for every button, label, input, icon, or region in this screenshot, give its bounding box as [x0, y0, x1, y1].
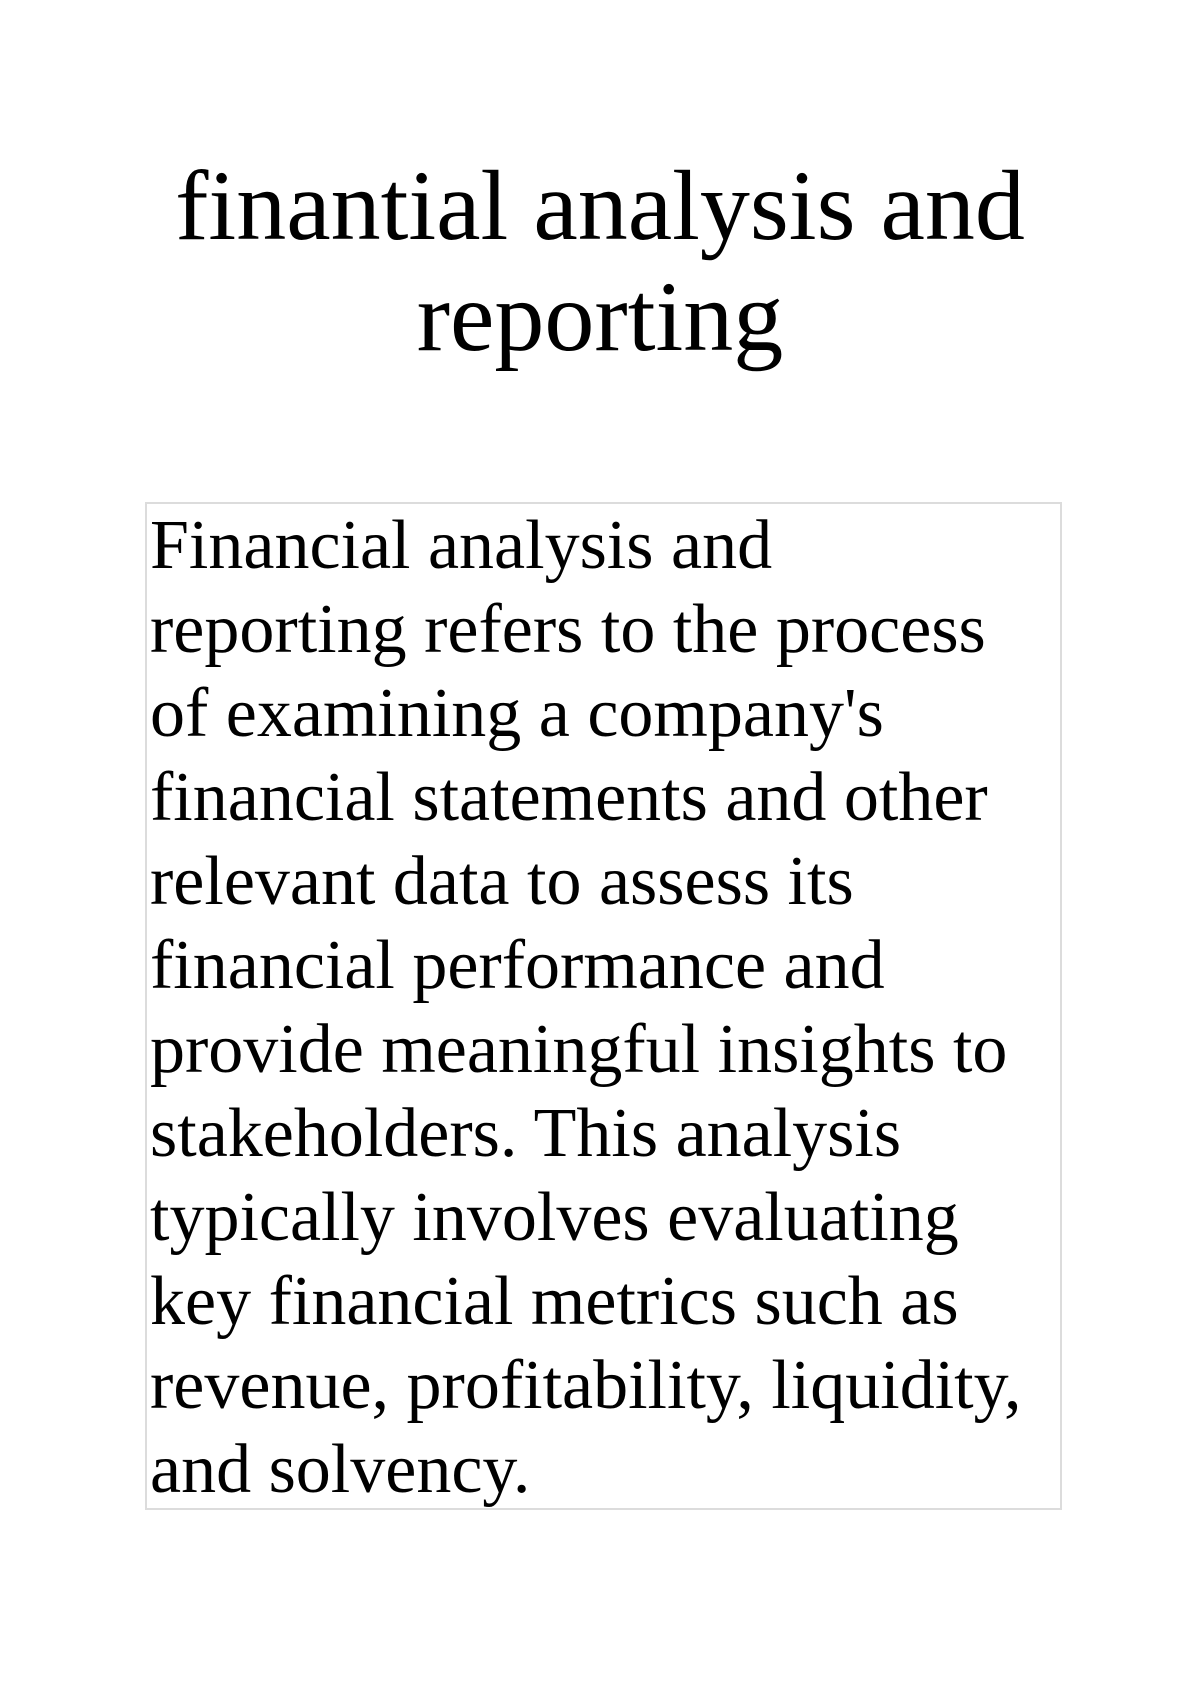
body-text-line: financial statements and other	[150, 759, 988, 836]
body-text-line: relevant data to assess its	[150, 843, 854, 920]
body-text-box	[145, 502, 1062, 1510]
body-text-line: Financial analysis and	[150, 507, 773, 584]
body-text-line: of examining a company's	[150, 675, 884, 752]
body-text-line: typically involves evaluating	[150, 1179, 959, 1256]
body-text-line: financial performance and	[150, 927, 885, 1004]
page-title: finantial analysis and reporting	[175, 150, 1025, 372]
body-text-line: provide meaningful insights to	[150, 1011, 1008, 1088]
body-text-line: key financial metrics such as	[150, 1263, 959, 1340]
body-text-line: and solvency.	[150, 1431, 531, 1508]
body-text-line: stakeholders. This analysis	[150, 1095, 902, 1172]
body-text-line: revenue, profitability, liquidity,	[150, 1347, 1022, 1424]
body-text-line: reporting refers to the process	[150, 591, 986, 668]
